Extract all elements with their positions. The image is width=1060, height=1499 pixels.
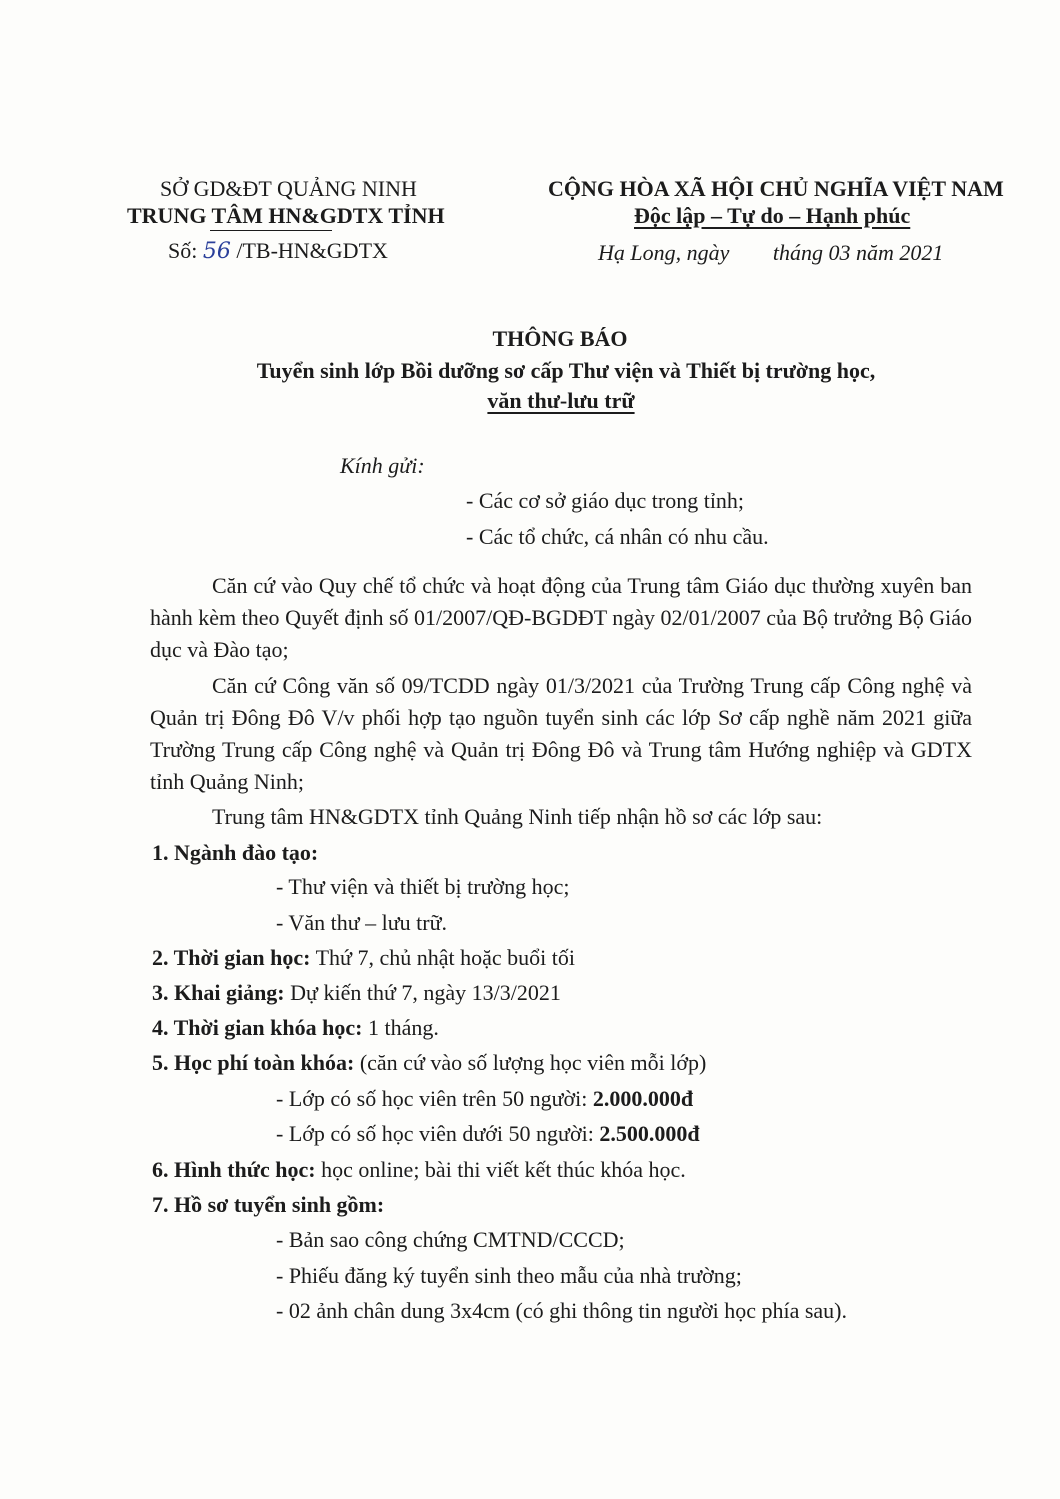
section-7-item-2: - Phiếu đăng ký tuyển sinh theo mẫu của nhà trường; — [276, 1263, 742, 1288]
paragraph-legal-basis-2 — [150, 670, 972, 798]
section-2-label: 2. Thời gian học: — [152, 945, 311, 970]
section-4-label: 4. Thời gian khóa học: — [152, 1015, 363, 1040]
place-date-part2: tháng 03 năm 2021 — [772, 240, 944, 265]
paragraph-intro: Trung tâm HN&GDTX tỉnh Quảng Ninh tiếp nhận hồ sơ các lớp sau: — [212, 804, 823, 829]
section-5-item-2 — [276, 1121, 700, 1147]
section-7-label: 7. Hồ sơ tuyển sinh gồm: — [152, 1192, 385, 1217]
place-date-part1: Hạ Long, ngày — [598, 240, 730, 265]
section-2-text: Thứ 7, chủ nhật hoặc buổi tối — [310, 945, 575, 970]
section-5-item-1 — [276, 1086, 693, 1112]
section-4-text: 1 tháng. — [362, 1015, 439, 1040]
section-5-item-2-text: - Lớp có số học viên dưới 50 người: — [276, 1121, 600, 1146]
section-4 — [152, 1015, 439, 1041]
recipient-1: - Các cơ sở giáo dục trong tỉnh; — [466, 488, 745, 513]
section-1-item-2: - Văn thư – lưu trữ. — [276, 910, 448, 935]
section-5-item-1-amount: 2.000.000đ — [592, 1086, 694, 1111]
paragraph-legal-basis-2-text: Căn cứ Công văn số 09/TCDD ngày 01/3/2021 của Trường Trung cấp Công nghệ và Quản trị Đông Đô V/v phối hợp tạo nguồn tuyển sinh các lớp Sơ cấp nghề năm 2021 giữa Trường Trung cấp Công nghệ và Quản trị Đông Đô và Trung tâm Hướng nghiệp và GDTX tỉnh Quảng Ninh; — [150, 673, 972, 794]
national-motto: Độc lập – Tự do – Hạnh phúc — [634, 203, 911, 228]
section-3-label: 3. Khai giảng: — [152, 980, 285, 1005]
section-5 — [152, 1050, 706, 1076]
section-5-text: (căn cứ vào số lượng học viên mỗi lớp) — [354, 1050, 707, 1075]
header-center — [127, 203, 445, 229]
header-department: SỞ GD&ĐT QUẢNG NINH — [160, 176, 417, 201]
section-6-label: 6. Hình thức học: — [152, 1157, 316, 1182]
greeting: Kính gửi: — [340, 453, 425, 478]
section-2 — [152, 945, 575, 971]
section-5-item-1-text: - Lớp có số học viên trên 50 người: — [276, 1086, 593, 1111]
section-3-text: Dự kiến thứ 7, ngày 13/3/2021 — [284, 980, 561, 1005]
section-3 — [152, 980, 561, 1006]
place-date — [598, 240, 943, 266]
notice-title: THÔNG BÁO — [492, 326, 628, 351]
section-5-item-2-amount: 2.500.000đ — [599, 1121, 700, 1146]
header-center-text: TRUNG TÂM HN&GDTX TỈNH — [127, 203, 445, 228]
section-5-label: 5. Học phí toàn khóa: — [152, 1050, 355, 1075]
document-number-prefix: Số: — [168, 238, 198, 263]
paragraph-legal-basis-1 — [150, 570, 972, 666]
section-1-label: 1. Ngành đào tạo: — [152, 840, 319, 865]
paragraph-legal-basis-1-text: Căn cứ vào Quy chế tổ chức và hoạt động của Trung tâm Giáo dục thường xuyên ban hành kèm theo Quyết định số 01/2007/QĐ-BGDĐT ngày 02/01/2007 của Bộ trưởng Bộ Giáo dục và Đào tạo; — [150, 573, 972, 662]
section-7-item-1: - Bản sao công chứng CMTND/CCCD; — [276, 1227, 625, 1252]
document-number — [168, 238, 388, 265]
document-number-suffix: /TB-HN&GDTX — [236, 238, 388, 263]
notice-subtitle-line1: Tuyển sinh lớp Bồi dưỡng sơ cấp Thư viện và Thiết bị trường học, — [256, 358, 876, 383]
national-title: CỘNG HÒA XÃ HỘI CHỦ NGHĨA VIỆT NAM — [548, 176, 1004, 201]
recipient-2: - Các tổ chức, cá nhân có nhu cầu. — [466, 524, 769, 549]
document-number-handwritten: 56 — [202, 239, 231, 264]
section-1-item-1: - Thư viện và thiết bị trường học; — [276, 874, 570, 899]
section-6-text: học online; bài thi viết kết thúc khóa học. — [315, 1157, 686, 1182]
section-7-item-3: - 02 ảnh chân dung 3x4cm (có ghi thông tin người học phía sau). — [276, 1298, 848, 1323]
notice-subtitle-line2: văn thư-lưu trữ — [487, 388, 635, 413]
header-center-underline — [210, 230, 332, 231]
section-6 — [152, 1157, 686, 1183]
